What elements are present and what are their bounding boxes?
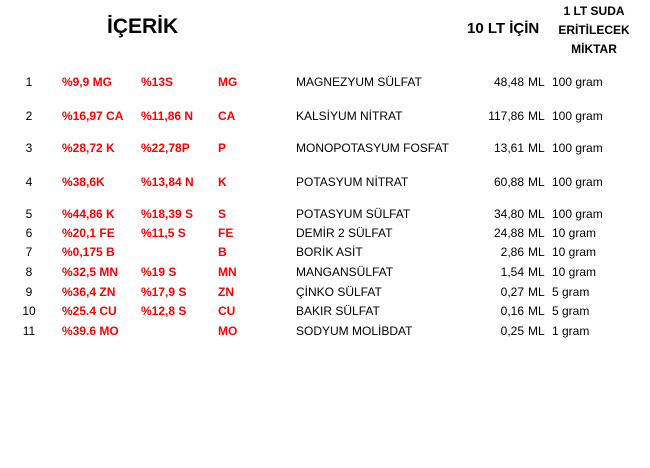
gram-amount: 10 gram bbox=[552, 226, 597, 240]
compound-name: SODYUM MOLİBDAT bbox=[296, 324, 413, 338]
row-number: 4 bbox=[25, 175, 33, 189]
table-row bbox=[0, 107, 650, 125]
row-number: 10 bbox=[22, 304, 36, 318]
element-percent: %20,1 FE bbox=[62, 226, 115, 240]
row-number: 6 bbox=[25, 226, 33, 240]
ml-amount: 13,61 bbox=[493, 141, 524, 155]
gram-amount: 10 gram bbox=[552, 265, 597, 279]
table-row bbox=[0, 302, 650, 320]
element-percent: %28,72 K bbox=[62, 141, 115, 155]
element-symbol: CA bbox=[218, 109, 236, 123]
table-row bbox=[0, 139, 650, 157]
row-number: 3 bbox=[25, 141, 33, 155]
ml-amount: 0,16 bbox=[500, 304, 524, 318]
secondary-percent: %18,39 S bbox=[141, 207, 194, 221]
row-number: 11 bbox=[22, 324, 36, 338]
page-title: İÇERİK bbox=[107, 15, 179, 38]
ml-unit: ML bbox=[528, 245, 545, 259]
row-number: 7 bbox=[25, 245, 33, 259]
secondary-percent: %11,5 S bbox=[141, 226, 186, 240]
gram-amount: 100 gram bbox=[552, 75, 603, 89]
element-percent: %38,6K bbox=[62, 175, 105, 189]
table-row bbox=[0, 173, 650, 191]
table-row bbox=[0, 224, 650, 242]
gram-amount: 5 gram bbox=[552, 285, 590, 299]
table-row bbox=[0, 73, 650, 91]
ml-amount: 34,80 bbox=[493, 207, 524, 221]
element-percent: %0,175 B bbox=[62, 245, 115, 259]
element-symbol: CU bbox=[218, 304, 236, 318]
ml-unit: ML bbox=[528, 324, 545, 338]
gram-amount: 10 gram bbox=[552, 245, 597, 259]
element-symbol: P bbox=[218, 141, 227, 155]
column-header-1lt bbox=[553, 2, 635, 59]
element-percent: %16,97 CA bbox=[62, 109, 124, 123]
secondary-percent: %17,9 S bbox=[141, 285, 187, 299]
ml-amount: 117,86 bbox=[488, 109, 524, 123]
element-percent: %25.4 CU bbox=[62, 304, 117, 318]
ml-amount: 2,86 bbox=[500, 245, 524, 259]
row-number: 2 bbox=[25, 109, 33, 123]
ml-unit: ML bbox=[528, 175, 545, 189]
compound-name: BORİK ASİT bbox=[296, 245, 363, 259]
element-symbol: ZN bbox=[218, 285, 234, 299]
element-symbol: MG bbox=[218, 75, 238, 89]
secondary-percent: %12,8 S bbox=[141, 304, 187, 318]
element-percent: %36,4 ZN bbox=[62, 285, 116, 299]
secondary-percent: %13,84 N bbox=[141, 175, 194, 189]
element-symbol: S bbox=[218, 207, 227, 221]
compound-name: ÇİNKO SÜLFAT bbox=[296, 285, 382, 299]
ml-unit: ML bbox=[528, 226, 545, 240]
element-symbol: MN bbox=[218, 265, 237, 279]
table-row bbox=[0, 322, 650, 340]
ml-amount: 48,48 bbox=[493, 75, 524, 89]
table-row bbox=[0, 205, 650, 223]
ml-amount: 0,25 bbox=[500, 324, 524, 338]
element-percent: %9,9 MG bbox=[62, 75, 113, 89]
row-number: 1 bbox=[25, 75, 33, 89]
compound-name: BAKIR SÜLFAT bbox=[296, 304, 380, 318]
compound-name: DEMİR 2 SÜLFAT bbox=[296, 226, 393, 240]
secondary-percent: %11,86 N bbox=[141, 109, 194, 123]
secondary-percent: %19 S bbox=[141, 265, 177, 279]
ml-amount: 60,88 bbox=[493, 175, 524, 189]
ml-unit: ML bbox=[528, 141, 545, 155]
compound-name: KALSİYUM NİTRAT bbox=[296, 109, 403, 123]
column-header-10lt: 10 LT İÇİN bbox=[467, 20, 540, 37]
element-symbol: MO bbox=[218, 324, 238, 338]
secondary-percent: %22,78P bbox=[141, 141, 190, 155]
row-number: 8 bbox=[25, 265, 33, 279]
gram-amount: 100 gram bbox=[552, 175, 603, 189]
ml-unit: ML bbox=[528, 75, 545, 89]
gram-amount: 100 gram bbox=[552, 109, 603, 123]
compound-name: MAGNEZYUM SÜLFAT bbox=[296, 75, 422, 89]
compound-name: POTASYUM SÜLFAT bbox=[296, 207, 411, 221]
ml-unit: ML bbox=[528, 304, 545, 318]
ml-unit: ML bbox=[528, 109, 545, 123]
gram-amount: 100 gram bbox=[552, 141, 603, 155]
table-row bbox=[0, 263, 650, 281]
element-percent: %32,5 MN bbox=[62, 265, 119, 279]
table-row bbox=[0, 243, 650, 261]
ml-unit: ML bbox=[528, 207, 545, 221]
ml-amount: 0,27 bbox=[500, 285, 524, 299]
gram-amount: 100 gram bbox=[552, 207, 603, 221]
column-header-1lt-line3: MİKTAR bbox=[571, 42, 617, 56]
row-number: 5 bbox=[25, 207, 33, 221]
element-symbol: K bbox=[218, 175, 227, 189]
ml-amount: 1,54 bbox=[500, 265, 524, 279]
column-header-1lt-line1: 1 LT SUDA bbox=[563, 4, 625, 18]
table-row bbox=[0, 283, 650, 301]
element-symbol: B bbox=[218, 245, 227, 259]
element-percent: %44,86 K bbox=[62, 207, 115, 221]
column-header-1lt-line2: ERİTİLECEK bbox=[558, 23, 630, 37]
ml-unit: ML bbox=[528, 265, 545, 279]
element-symbol: FE bbox=[218, 226, 234, 240]
row-number: 9 bbox=[25, 285, 33, 299]
gram-amount: 5 gram bbox=[552, 304, 590, 318]
compound-name: MANGANSÜLFAT bbox=[296, 265, 394, 279]
compound-name: POTASYUM NİTRAT bbox=[296, 175, 409, 189]
gram-amount: 1 gram bbox=[552, 324, 590, 338]
ml-amount: 24,88 bbox=[493, 226, 524, 240]
compound-name: MONOPOTASYUM FOSFAT bbox=[296, 141, 449, 155]
secondary-percent: %13S bbox=[141, 75, 174, 89]
element-percent: %39.6 MO bbox=[62, 324, 119, 338]
ml-unit: ML bbox=[528, 285, 545, 299]
